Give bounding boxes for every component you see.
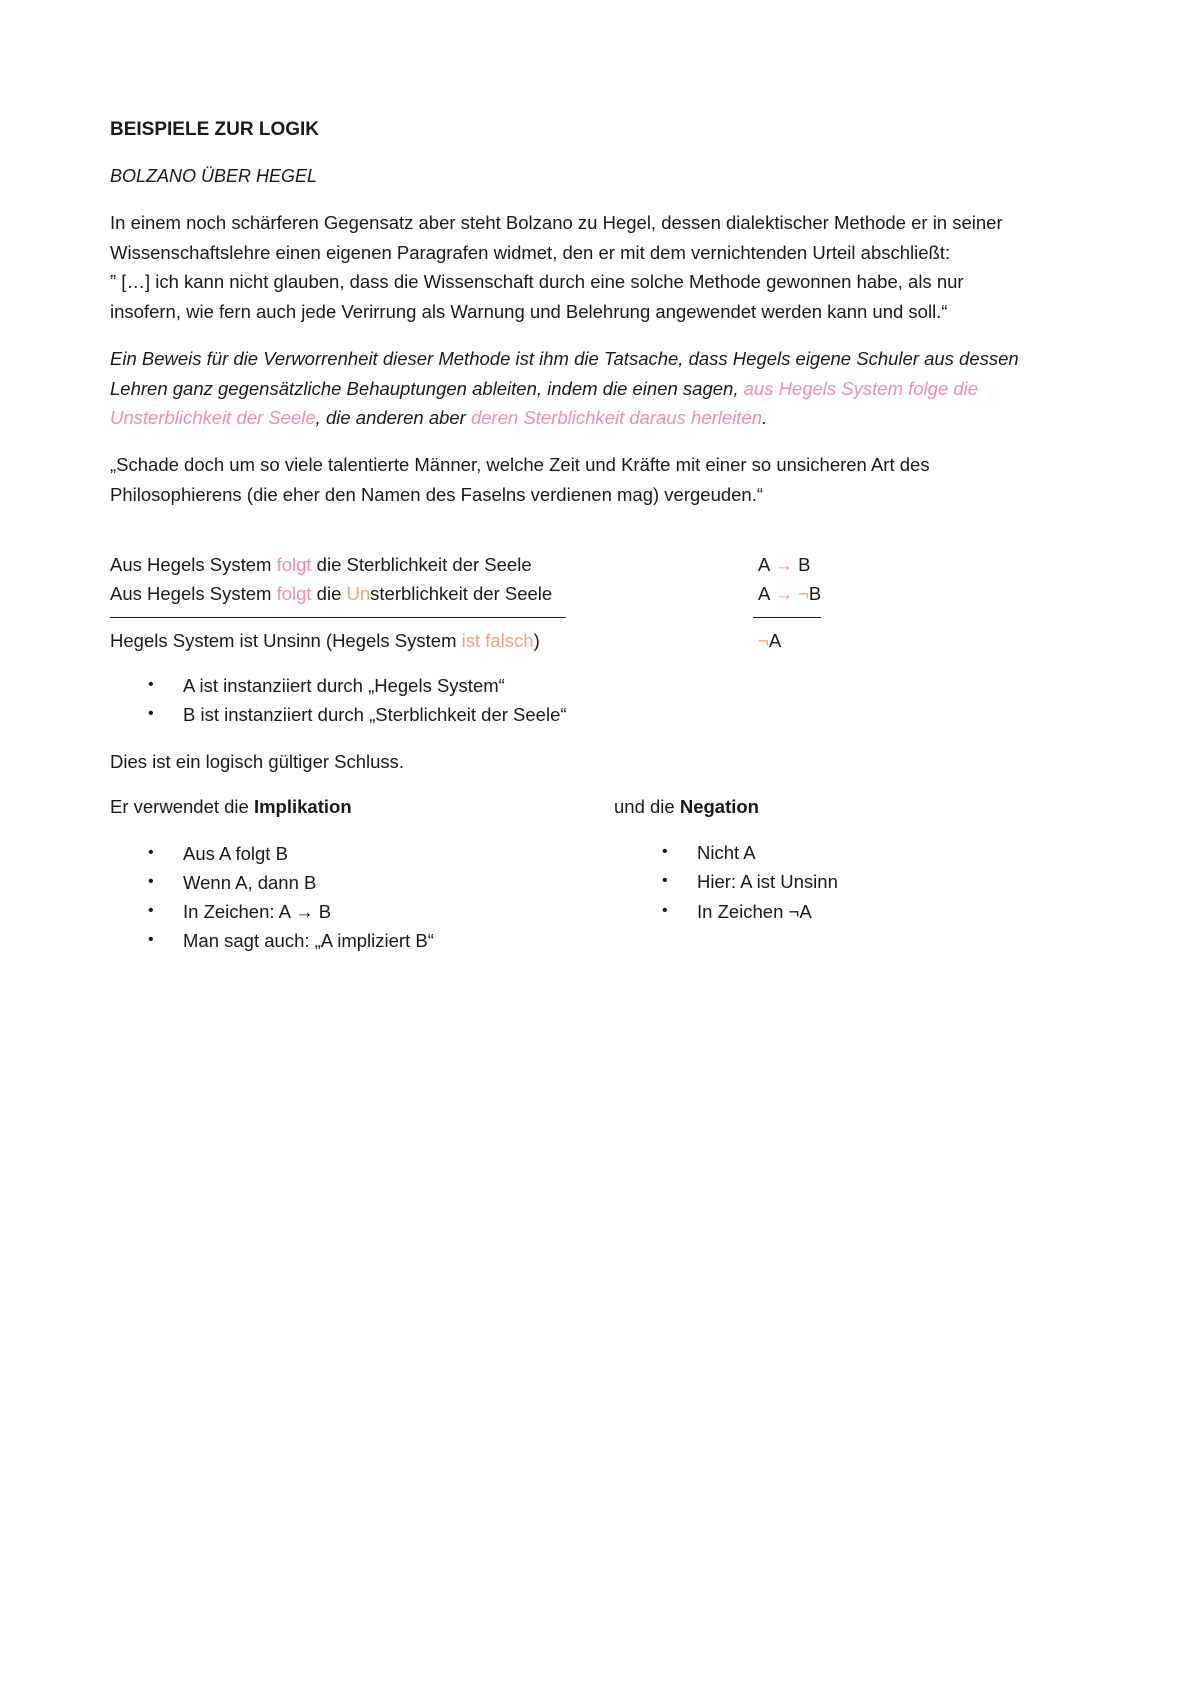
- highlighted-phrase: aus Hegels System folge die: [743, 377, 979, 399]
- formula-symbol: A: [758, 554, 775, 575]
- premise-text: sterblichkeit der Seele: [370, 583, 553, 604]
- arrow-symbol: →: [774, 554, 793, 575]
- negation-heading: [614, 796, 759, 818]
- list-item-text: B ist instanziiert durch „Sterblichkeit der Seele“: [183, 704, 567, 725]
- formula-1: [758, 554, 810, 576]
- paragraph-text: .: [762, 407, 768, 428]
- highlighted-prefix: Un: [346, 583, 371, 604]
- formula-symbol: B: [792, 554, 811, 575]
- formula-symbol: A: [768, 630, 782, 651]
- paragraph-line: ” […] ich kann nicht glauben, dass die Wissenschaft durch eine solche Methode gewonnen habe, als nur: [110, 271, 964, 292]
- paragraph-line: Wissenschaftslehre einen eigenen Paragrafen widmet, den er mit dem vernichtenden Urteil abschließt:: [110, 241, 951, 263]
- premise-text: die Sterblichkeit der Seele: [311, 554, 532, 575]
- list-item-text: Man sagt auch: „A impliziert B“: [183, 930, 434, 951]
- formula-symbol: B: [808, 583, 822, 604]
- column-intro: und die: [614, 796, 680, 817]
- paragraph-line: [110, 374, 1100, 404]
- paragraph-line: In einem noch schärferen Gegensatz aber steht Bolzano zu Hegel, dessen dialektischer Methode er in seiner: [110, 212, 1003, 233]
- implication-heading: [110, 796, 352, 818]
- section-subtitle: BOLZANO ÜBER HEGEL: [110, 166, 318, 186]
- premise-1: [110, 554, 532, 576]
- premise-text: die: [311, 583, 347, 604]
- intro-paragraph: [110, 208, 1100, 326]
- bullet-icon: •: [662, 902, 668, 919]
- highlighted-phrase: deren Sterblichkeit daraus herleiten: [470, 407, 763, 428]
- column-term: Negation: [679, 796, 759, 817]
- negation-symbol: ¬: [792, 583, 809, 604]
- list-item-text: A ist instanziiert durch „Hegels System“: [183, 675, 505, 696]
- list-item-text: Nicht A: [697, 842, 756, 863]
- page-title: BEISPIELE ZUR LOGIK: [110, 119, 320, 140]
- column-intro: Er verwendet die: [110, 796, 254, 817]
- list-item-text: Aus A folgt B: [183, 843, 288, 864]
- conclusion: [110, 630, 540, 652]
- premise-text: Aus Hegels System: [110, 554, 277, 575]
- highlighted-verb: folgt: [276, 554, 312, 575]
- formula-rule-line: [753, 617, 821, 618]
- paragraph-line: „Schade doch um so viele talentierte Männer, welche Zeit und Kräfte mit einer so unsicheren Art des: [110, 454, 930, 475]
- list-item-text: In Zeichen ¬A: [697, 901, 812, 922]
- conclusion-text: ): [533, 630, 540, 651]
- bullet-icon: •: [662, 872, 668, 889]
- paragraph-text: , die anderen aber: [315, 407, 471, 428]
- formula-2: [758, 583, 821, 605]
- argument-paragraph: [110, 344, 1100, 433]
- premise-2: [110, 583, 552, 605]
- column-term: Implikation: [253, 796, 352, 817]
- quote-paragraph: [110, 450, 1100, 509]
- list-item-text: In Zeichen: A → B: [183, 901, 332, 922]
- bullet-icon: •: [148, 705, 154, 722]
- negation-symbol: ¬: [758, 630, 769, 651]
- paragraph-line: insofern, wie fern auch jede Verirrung als Warnung und Belehrung angewendet werden kann und soll.“: [110, 300, 948, 322]
- bullet-icon: •: [148, 844, 154, 861]
- bullet-icon: •: [148, 873, 154, 890]
- conclusion-text: Hegels System ist Unsinn (Hegels System: [110, 630, 462, 651]
- bullet-icon: •: [148, 902, 154, 919]
- inference-rule-line: [110, 617, 566, 618]
- paragraph-line: [110, 403, 1100, 433]
- bullet-icon: •: [148, 931, 154, 948]
- arrow-symbol: →: [774, 583, 793, 604]
- formula-symbol: A: [758, 583, 775, 604]
- highlighted-verb: folgt: [276, 583, 312, 604]
- formula-3: [758, 630, 781, 652]
- list-item-text: Hier: A ist Unsinn: [697, 871, 838, 892]
- validity-statement: Dies ist ein logisch gültiger Schluss.: [110, 751, 405, 772]
- list-item-text: Wenn A, dann B: [183, 872, 317, 893]
- highlighted-phrase: Unsterblichkeit der Seele: [110, 407, 316, 428]
- highlighted-phrase: ist falsch: [461, 630, 534, 651]
- premise-text: Aus Hegels System: [110, 583, 277, 604]
- bullet-icon: •: [148, 676, 154, 693]
- bullet-icon: •: [662, 843, 668, 860]
- paragraph-line: Ein Beweis für die Verworrenheit dieser Methode ist ihm die Tatsache, dass Hegels eigene Schuler aus dessen: [110, 348, 1019, 369]
- paragraph-line: Philosophierens (die eher den Namen des Faselns verdienen mag) vergeuden.“: [110, 483, 764, 505]
- paragraph-text: Lehren ganz gegensätzliche Behauptungen ableiten, indem die einen sagen,: [110, 377, 744, 399]
